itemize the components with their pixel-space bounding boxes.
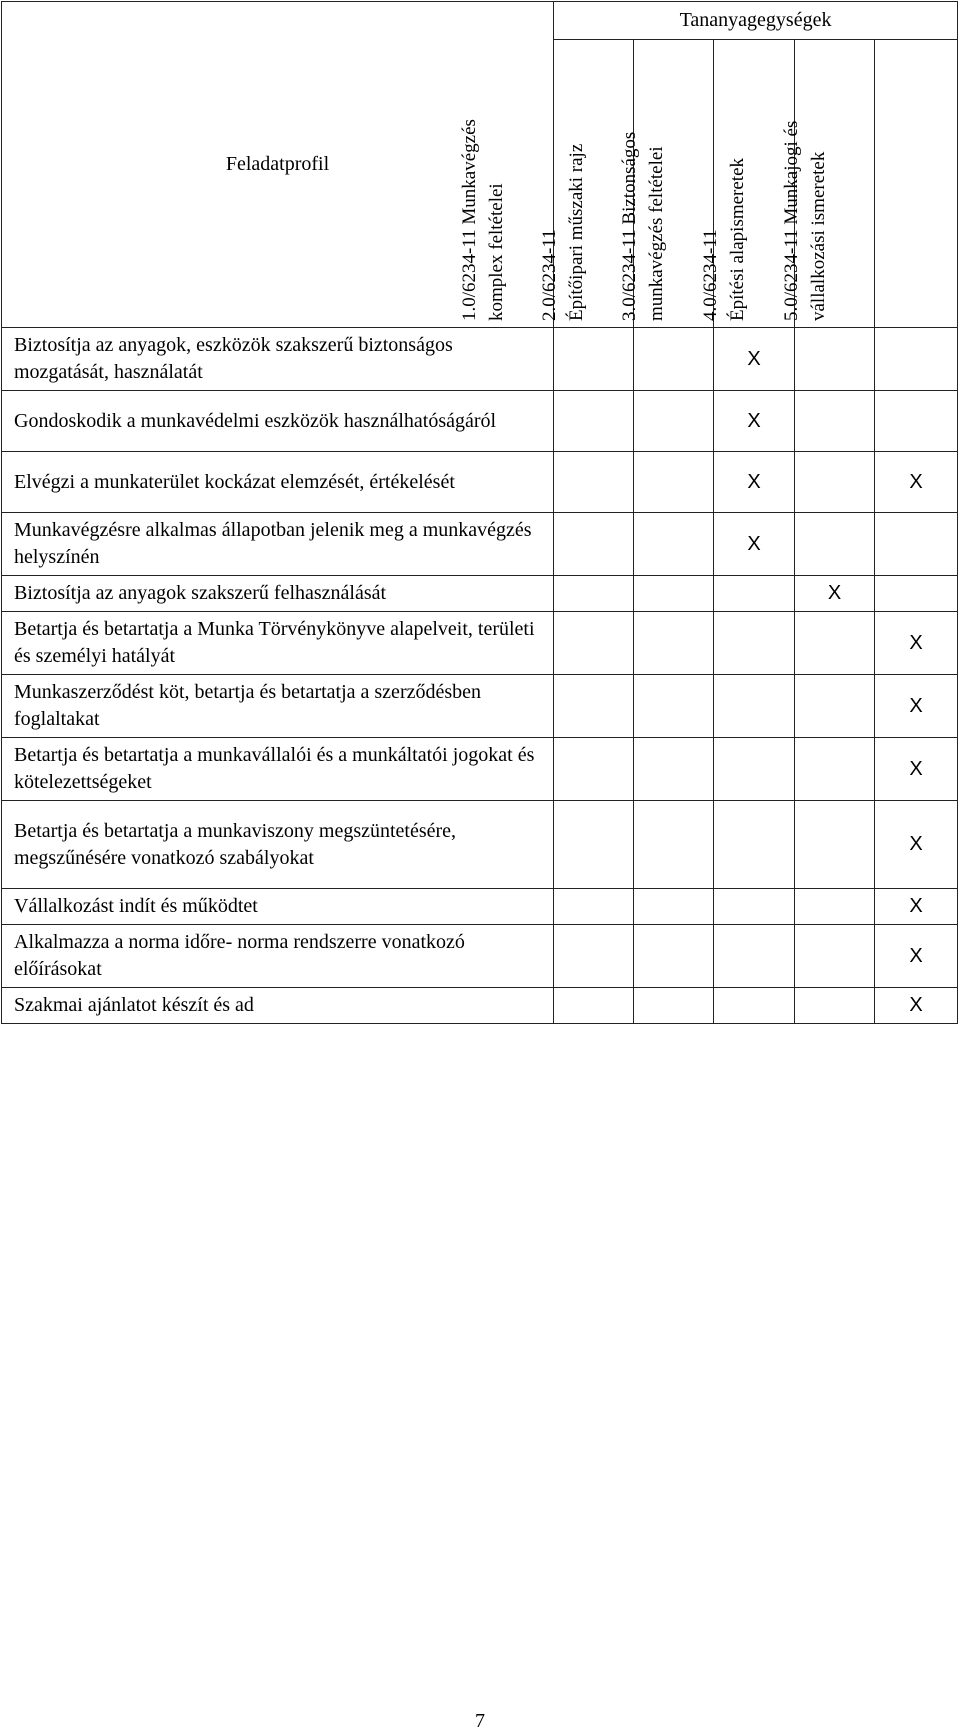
table-row xyxy=(2,513,958,576)
mark-cell-col-5: X xyxy=(875,889,958,925)
task-cell: Munkavégzésre alkalmas állapotban jelenik meg a munkavégzés helyszínén xyxy=(2,513,554,576)
mark-cell-col-1 xyxy=(554,576,634,612)
task-cell: Betartja és betartatja a Munka Törvénykönyve alapelveit, területi és személyi hatályát xyxy=(2,612,554,675)
column-header-4-line2: Építési alapismeretek xyxy=(726,157,748,321)
mark-cell-col-4 xyxy=(795,988,875,1024)
mark-cell-col-1 xyxy=(554,738,634,801)
table-row xyxy=(2,675,958,738)
mark-cell-col-5: X xyxy=(875,925,958,988)
header-row-top xyxy=(2,2,958,40)
mark-cell-col-2 xyxy=(634,391,714,452)
mark-cell-col-2 xyxy=(634,513,714,576)
mark-cell-col-1 xyxy=(554,988,634,1024)
mark-cell-col-5: X xyxy=(875,452,958,513)
mark-cell-col-3: X xyxy=(714,328,795,391)
mark-cell-col-3 xyxy=(714,801,795,889)
mark-cell-col-3 xyxy=(714,612,795,675)
mark-cell-col-4 xyxy=(795,391,875,452)
table-row xyxy=(2,889,958,925)
column-header-1-line1: 1.0/6234-11 Munkavégzés xyxy=(458,119,480,321)
mark-cell-col-1 xyxy=(554,328,634,391)
mark-cell-col-4 xyxy=(795,925,875,988)
table-row xyxy=(2,801,958,889)
task-cell: Szakmai ajánlatot készít és ad xyxy=(2,988,554,1024)
column-header-5-line2: vállalkozási ismeretek xyxy=(808,151,830,321)
mark-cell-col-4 xyxy=(795,801,875,889)
table-row xyxy=(2,738,958,801)
mark-cell-col-1 xyxy=(554,925,634,988)
column-header-5 xyxy=(781,40,958,328)
mark-cell-col-2 xyxy=(634,675,714,738)
table-row xyxy=(2,925,958,988)
table-row xyxy=(2,576,958,612)
mark-cell-col-4 xyxy=(795,513,875,576)
column-header-2-line1: 2.0/6234-11 xyxy=(538,229,560,321)
competency-matrix-table xyxy=(1,1,958,1024)
mark-cell-col-3: X xyxy=(714,513,795,576)
mark-cell-col-3 xyxy=(714,988,795,1024)
mark-cell-col-2 xyxy=(634,925,714,988)
mark-cell-col-5: X xyxy=(875,612,958,675)
mark-cell-col-1 xyxy=(554,452,634,513)
mark-cell-col-4 xyxy=(795,452,875,513)
mark-cell-col-5: X xyxy=(875,675,958,738)
task-cell: Elvégzi a munkaterület kockázat elemzését, értékelését xyxy=(2,452,554,513)
mark-cell-col-1 xyxy=(554,391,634,452)
column-header-4-line1: 4.0/6234-11 xyxy=(699,229,721,321)
mark-cell-col-2 xyxy=(634,576,714,612)
mark-cell-col-1 xyxy=(554,889,634,925)
column-header-2-line2: Építőipari műszaki rajz xyxy=(565,143,587,321)
task-cell: Munkaszerződést köt, betartja és betartatja a szerződésben foglaltakat xyxy=(2,675,554,738)
table-row xyxy=(2,988,958,1024)
task-cell: Gondoskodik a munkavédelmi eszközök használhatóságáról xyxy=(2,391,554,452)
table-row xyxy=(2,391,958,452)
mark-cell-col-4: X xyxy=(795,576,875,612)
feladatprofil-header: Feladatprofil xyxy=(2,2,554,328)
mark-cell-col-2 xyxy=(634,988,714,1024)
mark-cell-col-4 xyxy=(795,328,875,391)
mark-cell-col-2 xyxy=(634,452,714,513)
tananyagegysegek-header: Tananyagegységek xyxy=(554,2,958,40)
mark-cell-col-1 xyxy=(554,675,634,738)
table-row xyxy=(2,328,958,391)
task-cell: Biztosítja az anyagok, eszközök szakszerű biztonságos mozgatását, használatát xyxy=(2,328,554,391)
mark-cell-col-3 xyxy=(714,576,795,612)
mark-cell-col-4 xyxy=(795,612,875,675)
task-cell: Biztosítja az anyagok szakszerű felhasználását xyxy=(2,576,554,612)
task-cell: Alkalmazza a norma időre- norma rendszerre vonatkozó előírásokat xyxy=(2,925,554,988)
mark-cell-col-2 xyxy=(634,738,714,801)
mark-cell-col-5 xyxy=(875,576,958,612)
mark-cell-col-5 xyxy=(875,513,958,576)
column-header-1-line2: komplex feltételei xyxy=(485,183,507,321)
column-header-5-line1: 5.0/6234-11 Munkajogi és xyxy=(781,120,803,321)
mark-cell-col-5: X xyxy=(875,738,958,801)
mark-cell-col-3 xyxy=(714,675,795,738)
mark-cell-col-2 xyxy=(634,889,714,925)
mark-cell-col-1 xyxy=(554,513,634,576)
table-row xyxy=(2,452,958,513)
column-header-3-line2: munkavégzés feltételei xyxy=(646,146,667,321)
page-number: 7 xyxy=(475,1710,485,1732)
column-header-3-line1: 3.0/6234-11 Biztonságos xyxy=(619,131,640,321)
mark-cell-col-5: X xyxy=(875,988,958,1024)
mark-cell-col-3 xyxy=(714,889,795,925)
mark-cell-col-4 xyxy=(795,889,875,925)
task-cell: Vállalkozást indít és működtet xyxy=(2,889,554,925)
mark-cell-col-2 xyxy=(634,328,714,391)
mark-cell-col-3: X xyxy=(714,391,795,452)
mark-cell-col-5: X xyxy=(875,801,958,889)
mark-cell-col-3: X xyxy=(714,452,795,513)
mark-cell-col-4 xyxy=(795,675,875,738)
table-row xyxy=(2,612,958,675)
mark-cell-col-5 xyxy=(875,391,958,452)
task-cell: Betartja és betartatja a munkaviszony megszüntetésére, megszűnésére vonatkozó szabályokat xyxy=(2,801,554,889)
mark-cell-col-2 xyxy=(634,612,714,675)
mark-cell-col-4 xyxy=(795,738,875,801)
mark-cell-col-5 xyxy=(875,328,958,391)
mark-cell-col-3 xyxy=(714,738,795,801)
mark-cell-col-1 xyxy=(554,612,634,675)
mark-cell-col-3 xyxy=(714,925,795,988)
mark-cell-col-2 xyxy=(634,801,714,889)
task-cell: Betartja és betartatja a munkavállalói és a munkáltatói jogokat és kötelezettségeket xyxy=(2,738,554,801)
mark-cell-col-1 xyxy=(554,801,634,889)
matrix-body xyxy=(2,328,958,1024)
